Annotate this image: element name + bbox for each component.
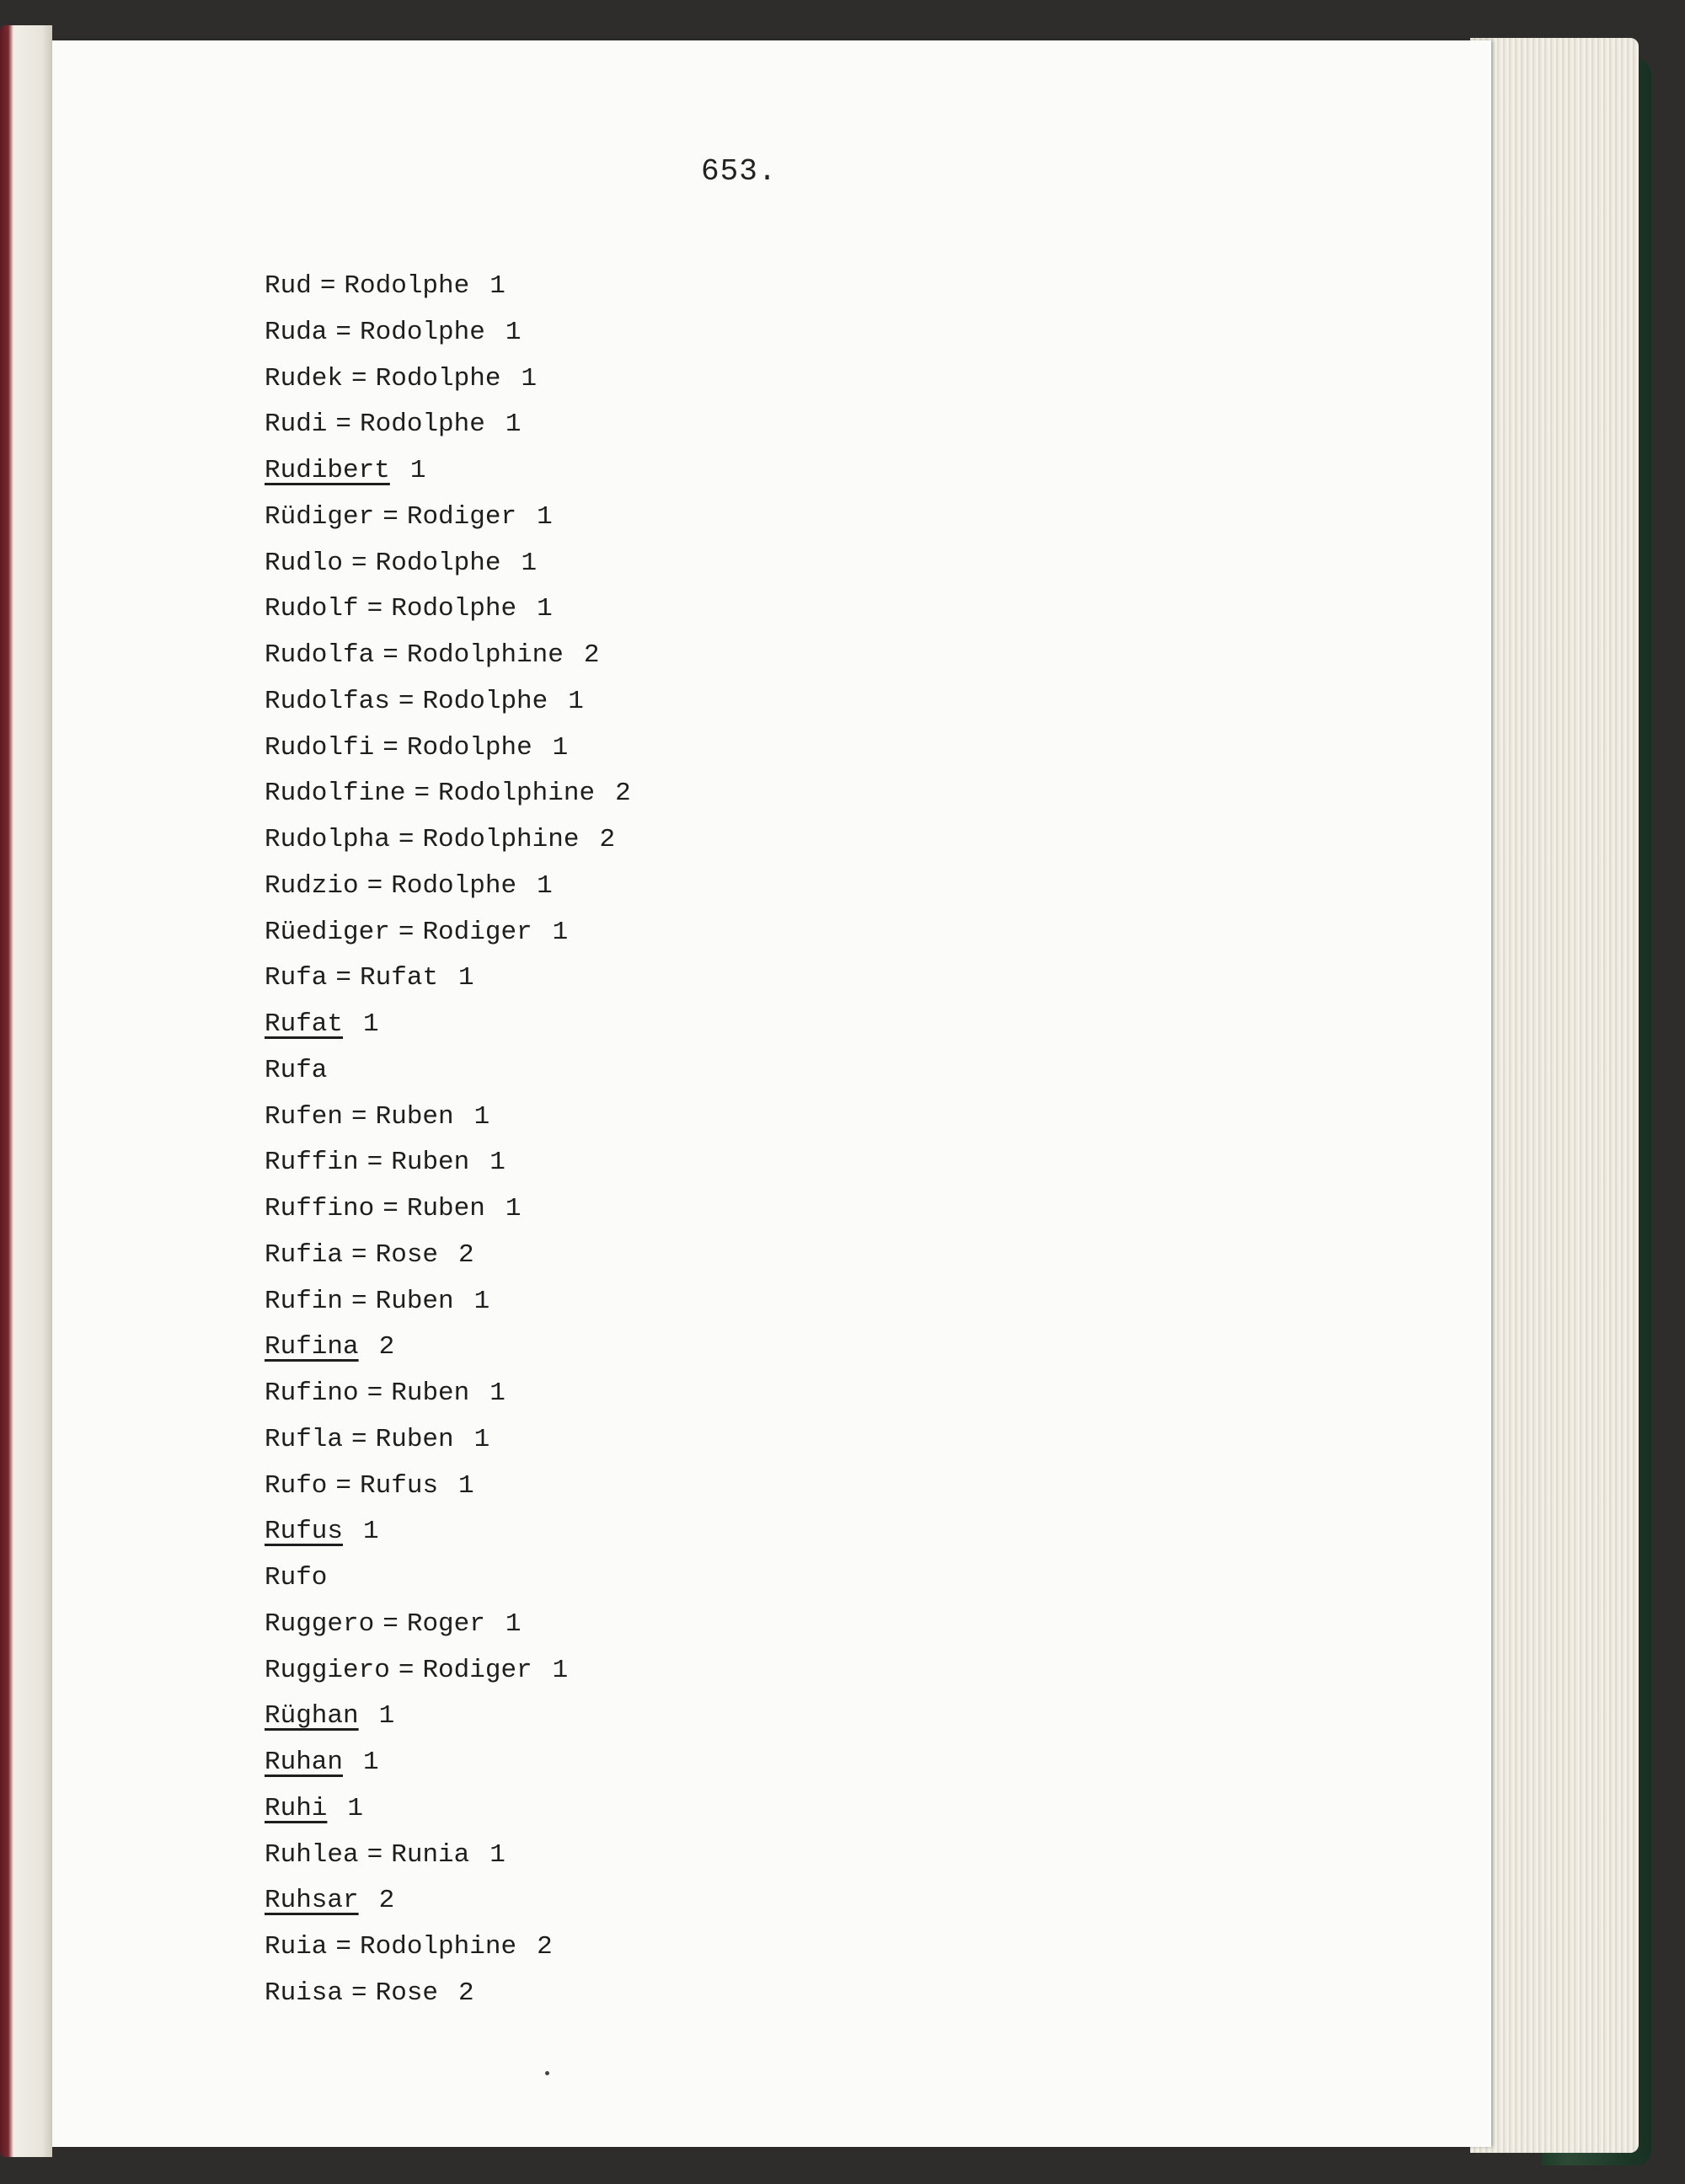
equals-sign: = — [366, 594, 383, 624]
name-entry-list — [265, 264, 631, 2017]
entry-count: 1 — [489, 1378, 506, 1408]
main-name: Rufus — [265, 1517, 344, 1547]
variant-of-name: Rodiger — [406, 501, 517, 532]
variant-of-name: Rodolphe — [360, 317, 485, 347]
entry-count: 1 — [521, 363, 538, 393]
entry-count: 1 — [363, 1009, 379, 1039]
name-entry — [265, 1464, 631, 1510]
name-entry — [265, 1140, 631, 1186]
equals-sign: = — [366, 1839, 383, 1870]
entry-name: Rudolpha — [265, 825, 390, 854]
equals-sign: = — [382, 1609, 399, 1639]
variant-of-name: Ruben — [406, 1194, 485, 1223]
equals-sign: = — [382, 640, 399, 670]
name-entry — [265, 910, 631, 956]
equals-sign: = — [335, 410, 352, 440]
name-entry — [265, 725, 631, 772]
entry-name: Rufa — [265, 963, 328, 993]
equals-sign: = — [319, 271, 336, 301]
ink-speck — [545, 2071, 549, 2075]
book-page — [52, 40, 1491, 2147]
equals-sign: = — [335, 963, 352, 993]
variant-of-name: Runia — [391, 1839, 470, 1870]
entry-name: Rufia — [265, 1239, 344, 1270]
entry-name: Rudolfi — [265, 732, 375, 763]
name-entry — [265, 356, 631, 403]
entry-name: Rudek — [265, 363, 344, 393]
equals-sign: = — [335, 1470, 352, 1501]
variant-of-name: Rodiger — [422, 917, 532, 947]
entry-name: Rufo — [265, 1563, 328, 1592]
entry-count: 1 — [473, 1424, 490, 1454]
entry-count: 1 — [347, 1793, 364, 1823]
variant-of-name: Rodolphine — [360, 1932, 517, 1962]
name-entry — [265, 1417, 631, 1464]
entry-count: 2 — [599, 825, 616, 854]
entry-count: 1 — [363, 1748, 379, 1777]
equals-sign: = — [351, 1101, 367, 1132]
variant-of-name: Ruben — [375, 1424, 454, 1454]
variant-of-name: Rodolphe — [391, 870, 517, 901]
variant-of-name: Rodolphine — [438, 779, 596, 809]
equals-sign: = — [366, 870, 383, 901]
variant-of-name: Ruben — [375, 1286, 454, 1316]
name-entry — [265, 679, 631, 725]
entry-name: Rufa — [265, 1055, 328, 1085]
entry-name: Ruffin — [265, 1148, 359, 1178]
name-entry — [265, 1002, 631, 1048]
entry-name: Rudolfine — [265, 779, 406, 809]
entry-count: 1 — [489, 1148, 506, 1178]
main-name: Rufat — [265, 1009, 344, 1039]
name-entry — [265, 1048, 631, 1095]
name-entry — [265, 771, 631, 817]
variant-of-name: Rodiger — [422, 1655, 532, 1685]
entry-name: Rufino — [265, 1378, 359, 1408]
entry-name: Rudolfa — [265, 640, 375, 670]
main-name: Rudibert — [265, 456, 390, 485]
name-entry — [265, 1971, 631, 2017]
variant-of-name: Ruben — [391, 1148, 470, 1178]
name-entry — [265, 633, 631, 679]
entry-count: 1 — [489, 271, 506, 301]
variant-of-name: Rodolphine — [422, 825, 580, 854]
equals-sign: = — [382, 732, 399, 763]
variant-of-name: Rodolphine — [406, 640, 564, 670]
name-entry — [265, 1694, 631, 1740]
equals-sign: = — [382, 1194, 399, 1223]
name-entry — [265, 1602, 631, 1648]
variant-of-name: Rufus — [360, 1470, 439, 1501]
name-entry — [265, 1371, 631, 1417]
entry-count: 1 — [552, 732, 569, 763]
entry-count: 1 — [552, 1655, 569, 1685]
variant-of-name: Rodolphe — [375, 363, 501, 393]
entry-name: Rud — [265, 271, 312, 301]
variant-of-name: Rose — [375, 1978, 439, 2008]
main-name: Ruhsar — [265, 1886, 359, 1916]
equals-sign: = — [398, 1655, 415, 1685]
equals-sign: = — [414, 779, 431, 809]
name-entry — [265, 1740, 631, 1786]
main-name: Rufina — [265, 1332, 359, 1362]
entry-name: Rudzio — [265, 870, 359, 901]
entry-count: 2 — [378, 1332, 395, 1362]
name-entry — [265, 1325, 631, 1371]
entry-name: Rufen — [265, 1101, 344, 1132]
entry-count: 1 — [505, 1194, 522, 1223]
name-entry — [265, 1233, 631, 1279]
entry-count: 2 — [537, 1932, 553, 1962]
equals-sign: = — [398, 917, 415, 947]
entry-count: 1 — [378, 1701, 395, 1732]
name-entry — [265, 1878, 631, 1924]
name-entry — [265, 1786, 631, 1833]
entry-count: 1 — [537, 870, 553, 901]
equals-sign: = — [398, 825, 415, 854]
variant-of-name: Rodolphe — [391, 594, 517, 624]
entry-name: Rufin — [265, 1286, 344, 1316]
main-name: Ruhi — [265, 1793, 328, 1823]
name-entry — [265, 1648, 631, 1694]
entry-count: 1 — [458, 963, 474, 993]
entry-count: 1 — [473, 1101, 490, 1132]
name-entry — [265, 956, 631, 1002]
entry-count: 1 — [473, 1286, 490, 1316]
entry-name: Ruggero — [265, 1609, 375, 1639]
variant-of-name: Rodolphe — [375, 548, 501, 578]
entry-name: Ruhlea — [265, 1839, 359, 1870]
entry-name: Ruisa — [265, 1978, 344, 2008]
variant-of-name: Rufat — [360, 963, 439, 993]
name-entry — [265, 586, 631, 633]
name-entry — [265, 310, 631, 356]
entry-count: 1 — [537, 501, 553, 532]
name-entry — [265, 1924, 631, 1971]
entry-count: 2 — [378, 1886, 395, 1916]
entry-count: 2 — [615, 779, 631, 809]
variant-of-name: Rodolphe — [360, 410, 485, 440]
entry-name: Ruggiero — [265, 1655, 390, 1685]
name-entry — [265, 541, 631, 587]
entry-count: 1 — [521, 548, 538, 578]
name-entry — [265, 448, 631, 495]
variant-of-name: Rose — [375, 1239, 439, 1270]
variant-of-name: Ruben — [375, 1101, 454, 1132]
entry-name: Rudolf — [265, 594, 359, 624]
equals-sign: = — [335, 317, 352, 347]
name-entry — [265, 1186, 631, 1233]
equals-sign: = — [351, 1424, 367, 1454]
entry-count: 2 — [458, 1239, 474, 1270]
entry-count: 1 — [537, 594, 553, 624]
entry-count: 1 — [363, 1517, 379, 1547]
equals-sign: = — [351, 1239, 367, 1270]
name-entry — [265, 402, 631, 448]
name-entry — [265, 1095, 631, 1141]
name-entry — [265, 1509, 631, 1555]
name-entry — [265, 1833, 631, 1879]
facing-page-edge — [0, 25, 52, 2157]
entry-count: 1 — [552, 917, 569, 947]
entry-name: Rudlo — [265, 548, 344, 578]
variant-of-name: Rodolphe — [344, 271, 470, 301]
entry-count: 1 — [505, 317, 522, 347]
variant-of-name: Rodolphe — [422, 686, 548, 716]
entry-name: Rüdiger — [265, 501, 375, 532]
variant-of-name: Roger — [406, 1609, 485, 1639]
name-entry — [265, 864, 631, 910]
entry-count: 1 — [568, 686, 584, 716]
equals-sign: = — [382, 501, 399, 532]
main-name: Ruhan — [265, 1748, 344, 1777]
entry-count: 1 — [409, 456, 426, 485]
name-entry — [265, 1279, 631, 1325]
entry-count: 1 — [505, 410, 522, 440]
entry-count: 1 — [458, 1470, 474, 1501]
equals-sign: = — [398, 686, 415, 716]
name-entry — [265, 495, 631, 541]
entry-name: Rüediger — [265, 917, 390, 947]
entry-name: Rufo — [265, 1470, 328, 1501]
entry-name: Ruia — [265, 1932, 328, 1962]
equals-sign: = — [351, 548, 367, 578]
equals-sign: = — [351, 363, 367, 393]
equals-sign: = — [366, 1378, 383, 1408]
variant-of-name: Rodolphe — [406, 732, 532, 763]
main-name: Rüghan — [265, 1701, 359, 1732]
entry-name: Ruffino — [265, 1194, 375, 1223]
variant-of-name: Ruben — [391, 1378, 470, 1408]
equals-sign: = — [351, 1286, 367, 1316]
entry-name: Rudi — [265, 410, 328, 440]
entry-name: Rudolfas — [265, 686, 390, 716]
entry-count: 2 — [583, 640, 600, 670]
entry-count: 1 — [489, 1839, 506, 1870]
entry-name: Ruda — [265, 317, 328, 347]
equals-sign: = — [335, 1932, 352, 1962]
equals-sign: = — [366, 1148, 383, 1178]
entry-name: Rufla — [265, 1424, 344, 1454]
entry-count: 2 — [458, 1978, 474, 2008]
name-entry — [265, 264, 631, 310]
equals-sign: = — [351, 1978, 367, 2008]
name-entry — [265, 1555, 631, 1602]
page-stack-edge — [1470, 38, 1639, 2153]
page-number: 653. — [701, 154, 778, 189]
name-entry — [265, 817, 631, 864]
entry-count: 1 — [505, 1609, 522, 1639]
